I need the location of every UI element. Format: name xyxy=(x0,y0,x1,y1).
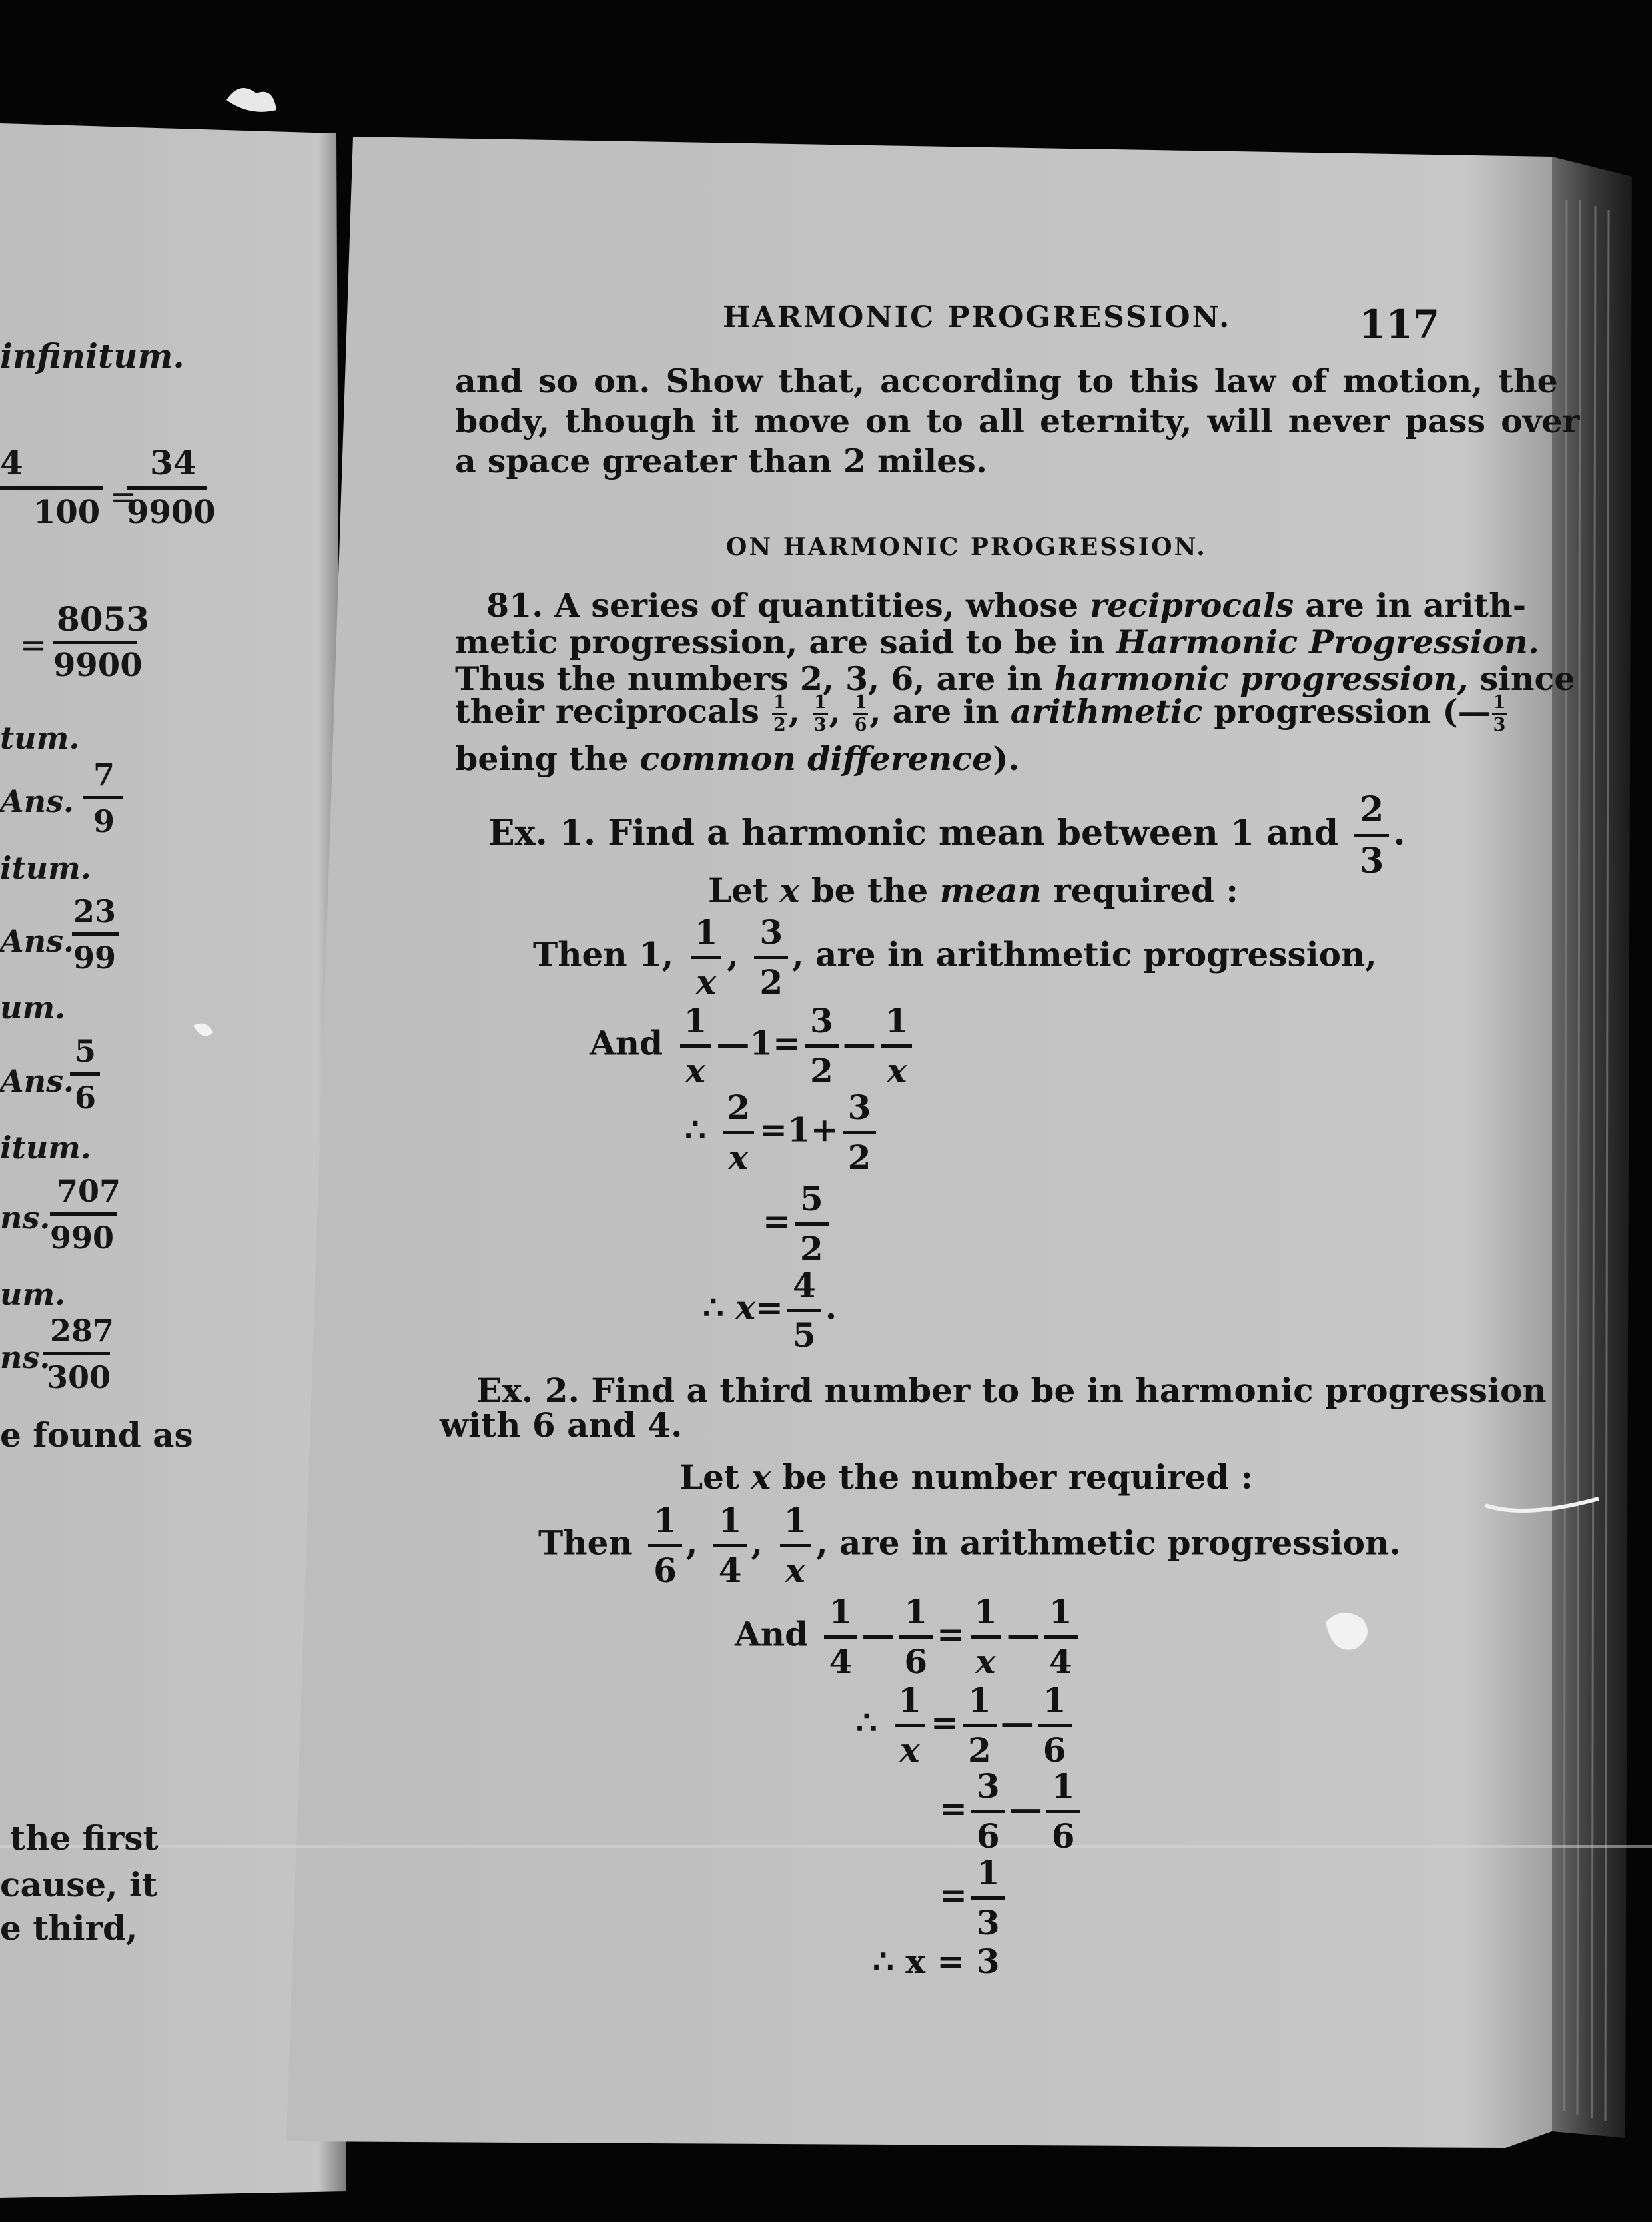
left-fragment: tum. xyxy=(0,720,80,756)
left-fragment: 23 xyxy=(73,893,117,929)
left-fragment: 707 xyxy=(57,1173,121,1209)
intro-line-2: body, though it move on to all eternity, will never pass over xyxy=(455,402,1580,440)
left-fragment: 300 xyxy=(47,1359,111,1395)
left-fragment: um. xyxy=(0,1276,66,1312)
para81-line-3: Thus the numbers 2, 3, 6, are in harmonic progression, since xyxy=(455,659,1575,698)
ex1-statement: Ex. 1. Find a harmonic mean between 1 and $\frac{2}{3}$ . xyxy=(488,789,1406,881)
left-fragment: itum. xyxy=(0,850,91,886)
ex2-result: ∴ x = 3 xyxy=(873,1942,1000,1981)
left-fragment: 9900 xyxy=(53,647,143,684)
left-fragment: itum. xyxy=(0,1130,91,1166)
left-fragment: 6 xyxy=(75,1080,97,1116)
para81-line-4: their reciprocals $\frac{1}{2}$ , $\frac{1}{3}$ , $\frac{1}{6}$ , are in arithmetic progression (— $\frac{1}{3}$ xyxy=(455,691,1506,735)
ex2-step-3: = $\frac{3}{6}$ — $\frac{1}{6}$ xyxy=(939,1770,1084,1853)
left-fragment: 100 xyxy=(33,494,101,531)
left-fragment: ns. xyxy=(0,1200,51,1236)
left-fragment: 34 xyxy=(150,443,197,482)
section-heading: ON HARMONIC PROGRESSION. xyxy=(726,533,1207,561)
left-fragment: the first xyxy=(10,1818,159,1858)
left-fragment: infinitum. xyxy=(0,336,185,376)
left-fragment: e third, xyxy=(0,1908,138,1948)
left-fragment: 990 xyxy=(50,1220,115,1256)
left-fragment: 287 xyxy=(50,1313,115,1349)
left-fragment: = xyxy=(110,478,137,516)
para81-line-1: 81. A series of quantities, whose reciprocals are in arith- xyxy=(486,586,1527,625)
left-fragment: 4 xyxy=(0,443,23,482)
ex2-and: And $\frac{1}{4}$ — $\frac{1}{6}$ = $\frac{1}{x}$ — $\frac{1}{4}$ xyxy=(735,1595,1082,1678)
intro-line-3: a space greater than 2 miles. xyxy=(455,442,987,480)
left-fragment: 7 xyxy=(93,757,115,793)
left-fragment: cause, it xyxy=(0,1865,158,1904)
ex2-then: Then $\frac{1}{6}$ , $\frac{1}{4}$ , $\frac{1}{x}$ , are in arithmetic progression. xyxy=(538,1501,1401,1590)
ex1-and: And $\frac{1}{x}$ —1= $\frac{3}{2}$ — $\frac{1}{x}$ xyxy=(590,1004,918,1088)
running-header: HARMONIC PROGRESSION. xyxy=(723,300,1232,334)
left-fragment: um. xyxy=(0,990,66,1026)
intro-line-1: and so on. Show that, according to this law of motion, the xyxy=(455,362,1558,400)
left-fragment: = xyxy=(20,627,47,664)
left-fragment: Ans. xyxy=(0,783,75,819)
left-fragment: Ans. xyxy=(0,1063,75,1099)
page-number: 117 xyxy=(1359,302,1440,347)
left-fragment: 9900 xyxy=(127,494,216,531)
left-fragment: 5 xyxy=(75,1033,97,1069)
ex1-let: Let x be the mean required : xyxy=(708,871,1238,910)
ex1-then: Then 1, $\frac{1}{x}$ , $\frac{3}{2}$ , are in arithmetic progression, xyxy=(533,913,1377,1002)
left-fragment: Ans. xyxy=(0,923,75,959)
paper-tear xyxy=(226,88,276,112)
ex2-step-4: = $\frac{1}{3}$ xyxy=(939,1856,1009,1940)
left-fragment: ns. xyxy=(0,1339,51,1375)
ex1-result: ∴ x= $\frac{4}{5}$ . xyxy=(703,1266,837,1355)
ex2-statement-1: Ex. 2. Find a third number to be in harmonic progression xyxy=(476,1371,1547,1410)
ex2-statement-2: with 6 and 4. xyxy=(440,1405,683,1445)
left-fragment: 8053 xyxy=(57,599,150,639)
para81-line-5: being the common difference). xyxy=(455,739,1020,778)
ex2-step-2: ∴ $\frac{1}{x}$ = $\frac{1}{2}$ — $\frac{1}{6}$ xyxy=(856,1684,1076,1767)
left-fragment: 99 xyxy=(73,940,117,976)
left-fragment: e found as xyxy=(0,1415,193,1455)
ex1-step-3: = $\frac{5}{2}$ xyxy=(763,1182,833,1266)
ex2-let: Let x be the number required : xyxy=(679,1457,1254,1497)
para81-line-2: metic progression, are said to be in Harmonic Progression. xyxy=(455,623,1539,661)
ex1-step-2: ∴ $\frac{2}{x}$ =1+ $\frac{3}{2}$ xyxy=(685,1091,880,1174)
left-fragment: 9 xyxy=(93,803,115,839)
